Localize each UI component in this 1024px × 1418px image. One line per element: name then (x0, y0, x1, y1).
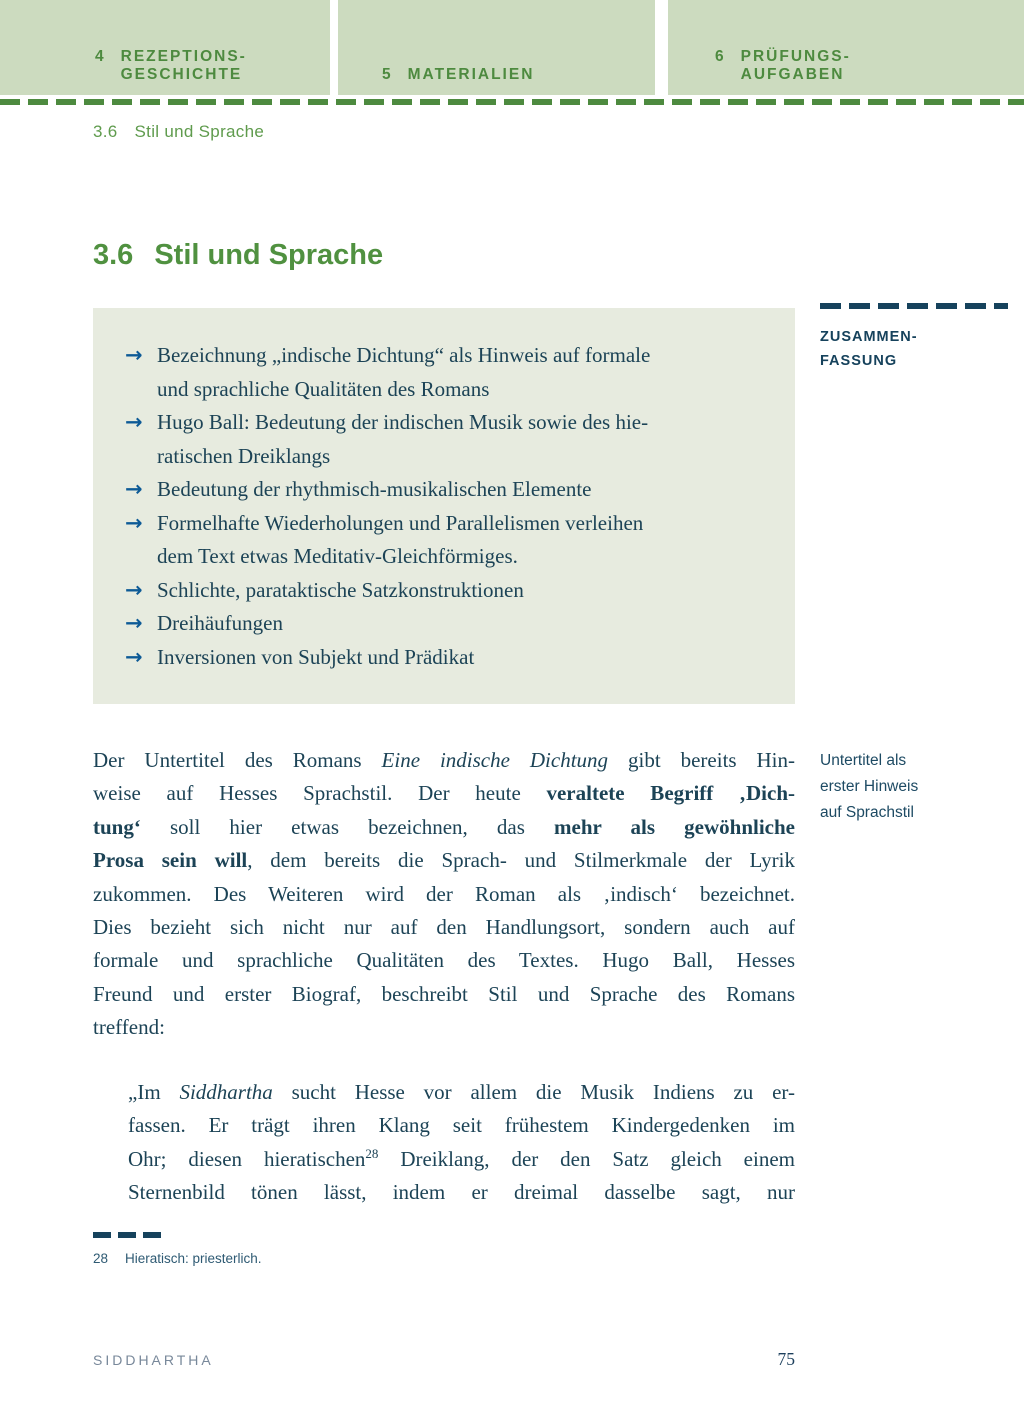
summary-bullet-line: Bezeichnung „indische Dichtung“ als Hinweis auf formale (157, 343, 651, 367)
arrow-bullet-icon: → (125, 611, 143, 635)
section-heading-number: 3.6 (93, 239, 134, 271)
summary-bullet-item (125, 641, 769, 675)
summary-bullet-line: Schlichte, parataktische Satzkonstruktionen (157, 577, 524, 602)
arrow-bullet-icon: → (125, 477, 143, 501)
footnote-text: Hieratisch: priesterlich. (125, 1251, 262, 1266)
summary-bullet-line: Dreihäufungen (157, 611, 283, 635)
footer-book-title: SIDDHARTHA (93, 1352, 214, 1368)
footnote-divider (93, 1232, 161, 1238)
summary-bullet-line: Hugo Ball: Bedeutung der indischen Musik sowie des hie- (157, 410, 649, 434)
summary-bullet-item (125, 507, 769, 574)
summary-bullet-line: ratischen Dreiklangs (157, 443, 331, 468)
summary-bullet-line: und sprachliche Qualitäten des Romans (157, 376, 490, 401)
chapter-tab-pruefungsaufgaben (668, 0, 1024, 95)
block-quote (128, 1076, 795, 1210)
chapter-tab-number: 4 (95, 48, 106, 65)
footnote-marker: 28 (93, 1251, 109, 1266)
arrow-bullet-icon: → (125, 410, 143, 434)
text-line: formale und sprachliche Qualitäten des Textes. Hugo Ball, Hesses (93, 948, 795, 973)
chapter-tab-label: REZEPTIONS- GESCHICHTE (120, 48, 247, 83)
summary-bullet-item (125, 406, 769, 473)
margin-dashed-divider (820, 303, 1008, 309)
chapter-tab-materialien (338, 0, 655, 95)
text-line: fassen. Er trägt ihren Klang seit frühestem Kindergedenken im (128, 1113, 795, 1138)
text-line: weise auf Hesses Sprachstil. Der heute veraltete Begriff ‚Dich- (93, 781, 795, 806)
margin-summary-label: ZUSAMMEN- FASSUNG (820, 329, 918, 369)
summary-bullet-item (125, 473, 769, 507)
body-paragraph (93, 744, 795, 1045)
running-head (93, 122, 264, 142)
text-line: Ohr; diesen hieratischen$^{28}$ Dreiklang, der den Satz gleich einem (128, 1145, 795, 1171)
chapter-tab-number: 6 (715, 48, 726, 65)
summary-bullet-item (125, 574, 769, 608)
summary-bullet-item (125, 607, 769, 641)
text-line: Dies bezieht sich nicht nur auf den Handlungsort, sondern auch auf (93, 915, 795, 940)
summary-box (93, 308, 795, 704)
running-head-number: 3.6 (93, 122, 118, 141)
chapter-tab-label: MATERIALIEN (407, 66, 535, 83)
margin-note: Untertitel als erster Hinweis auf Sprachstil (820, 752, 919, 821)
text-line: treffend: (93, 1015, 165, 1040)
arrow-bullet-icon: → (125, 644, 143, 669)
chapter-tab-label: PRÜFUNGS- AUFGABEN (740, 48, 851, 83)
section-heading (93, 239, 383, 272)
running-head-title: Stil und Sprache (134, 122, 265, 141)
arrow-bullet-icon: → (125, 343, 143, 367)
text-line: zukommen. Des Weiteren wird der Roman als ‚indisch‘ bezeichnet. (93, 881, 795, 906)
section-heading-title: Stil und Sprache (154, 239, 384, 271)
text-line: Freund und erster Biograf, beschreibt Stil und Sprache des Romans (93, 981, 795, 1006)
chapter-tab-rezeptionsgeschichte (0, 0, 330, 95)
text-line: Prosa sein will, dem bereits die Sprach- und Stilmerkmale der Lyrik (93, 848, 795, 873)
arrow-bullet-icon: → (125, 577, 143, 602)
footer-page-number: 75 (777, 1349, 795, 1369)
chapter-tab-number: 5 (382, 66, 393, 83)
text-line: Sternenbild tönen lässt, indem er dreimal dasselbe sagt, nur (128, 1180, 795, 1205)
summary-bullet-line: Inversionen von Subjekt und Prädikat (157, 644, 475, 669)
text-line: tung‘ soll hier etwas bezeichnen, das mehr als gewöhnliche (93, 814, 795, 839)
text-line: „Im Siddhartha sucht Hesse vor allem die Musik Indiens zu er- (128, 1080, 795, 1104)
arrow-bullet-icon: → (125, 510, 143, 535)
summary-bullet-item (125, 339, 769, 406)
summary-bullet-line: Formelhafte Wiederholungen und Parallelismen verleihen (157, 510, 644, 535)
text-line: Der Untertitel des Romans Eine indische Dichtung gibt bereits Hin- (93, 748, 796, 772)
green-dashed-divider (0, 99, 1024, 105)
summary-bullet-line: dem Text etwas Meditativ-Gleichförmiges. (157, 544, 518, 568)
footnote (93, 1251, 262, 1266)
summary-bullet-line: Bedeutung der rhythmisch-musikalischen Elemente (157, 477, 592, 501)
